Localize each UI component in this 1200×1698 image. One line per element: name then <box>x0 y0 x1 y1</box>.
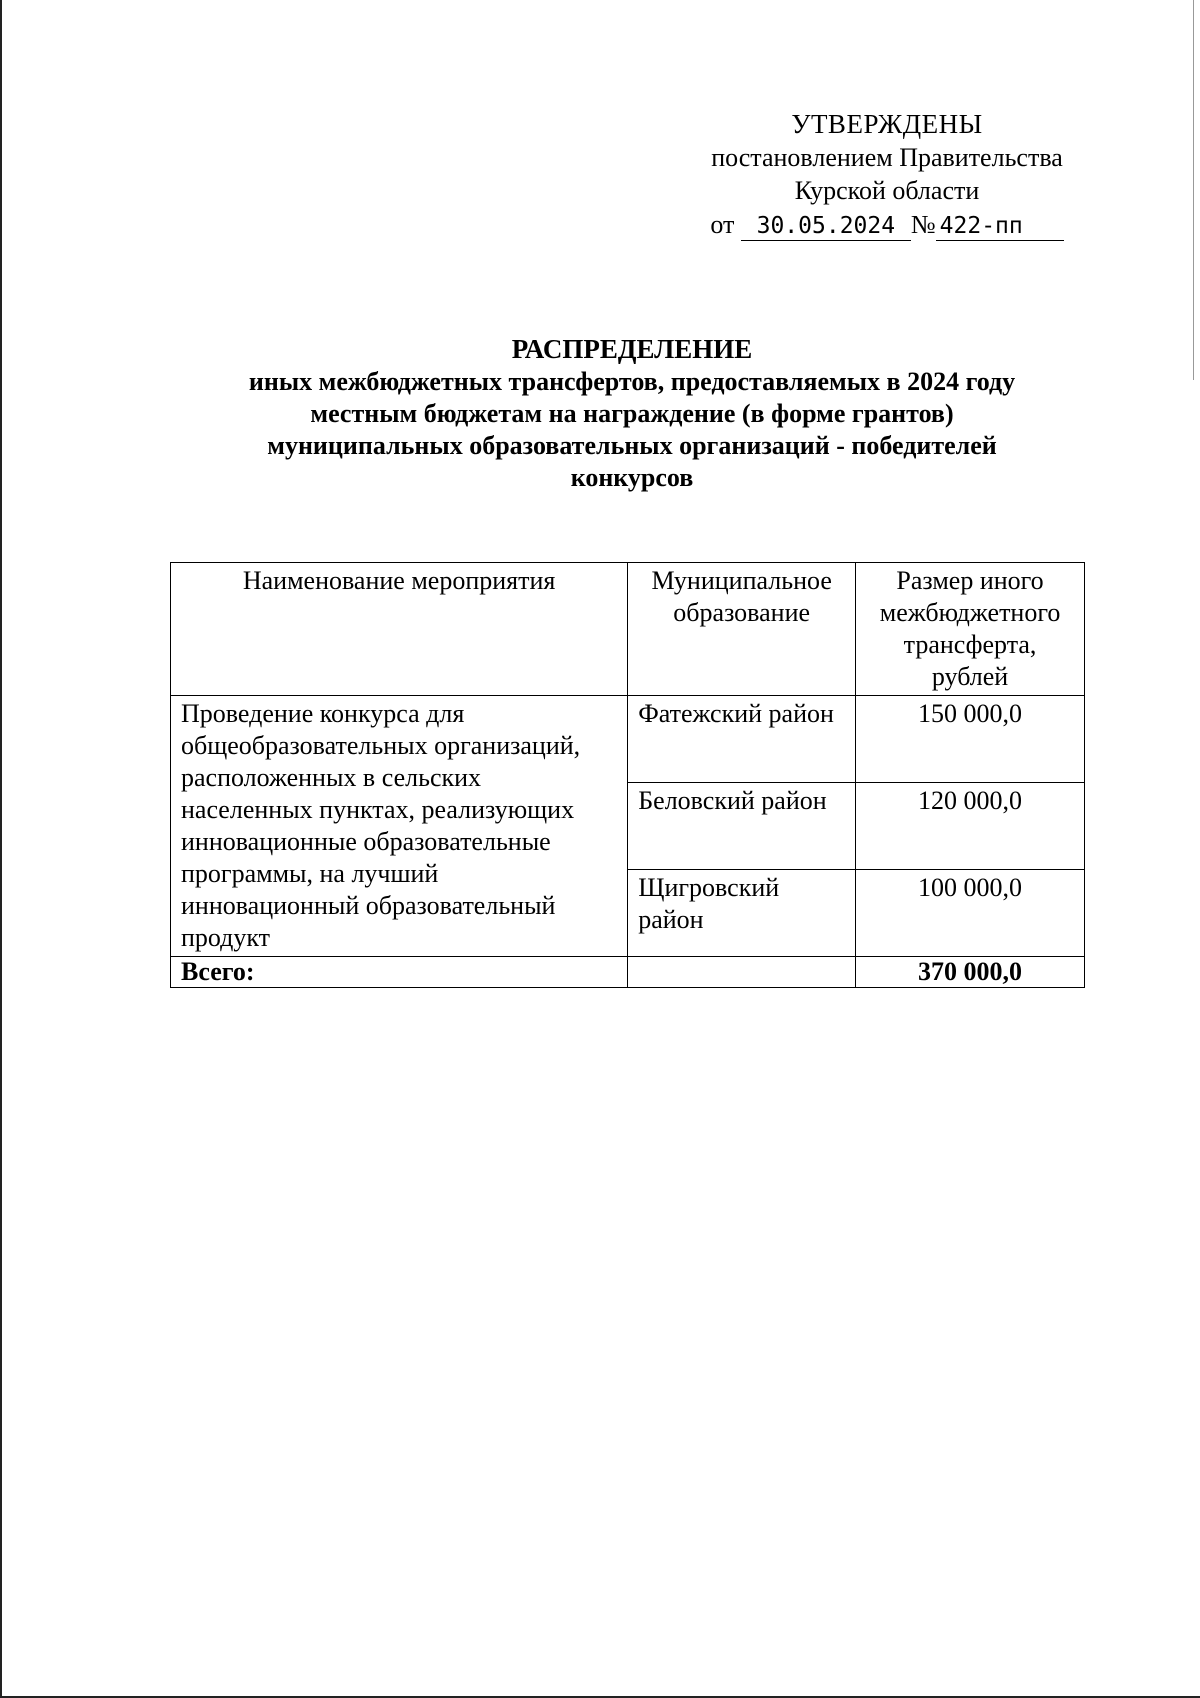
number-prefix: № <box>910 210 936 239</box>
title-main: РАСПРЕДЕЛЕНИЕ <box>511 334 753 364</box>
total-amount: 370 000,0 <box>856 957 1085 988</box>
municipality-cell: Беловский район <box>628 783 856 870</box>
total-municipality <box>628 957 856 988</box>
header-name: Наименование мероприятия <box>171 563 628 696</box>
date-value: 30.05.2024 <box>741 212 911 241</box>
municipality-cell: Фатежский район <box>628 696 856 783</box>
number-value: 422-пп <box>936 212 1064 241</box>
distribution-table <box>170 562 1085 988</box>
amount-cell: 150 000,0 <box>856 696 1085 783</box>
title-line-3: муниципальных образовательных организаций - победителей <box>267 431 997 460</box>
amount-cell: 120 000,0 <box>856 783 1085 870</box>
table-row <box>171 696 1085 783</box>
title-line-4: конкурсов <box>570 463 694 492</box>
approval-line-1: постановлением Правительства <box>711 143 1063 172</box>
table-header-row <box>171 563 1085 696</box>
document-title <box>132 333 1132 494</box>
header-amount: Размер иного межбюджетного трансферта, рублей <box>856 563 1085 696</box>
table-total-row <box>171 957 1085 988</box>
date-prefix: от <box>710 210 735 239</box>
municipality-cell: Щигровский район <box>628 870 856 957</box>
scan-edge-mark <box>1193 0 1194 380</box>
title-line-1: иных межбюджетных трансфертов, предоставляемых в 2024 году <box>248 367 1016 396</box>
event-name-cell: Проведение конкурса для общеобразовательных организаций, расположенных в сельских населенных пунктах, реализующих инновационные образовательные программы, на лучший инновационный образовательный продукт <box>171 696 628 957</box>
approval-date-line <box>682 208 1092 241</box>
total-label: Всего: <box>171 957 628 988</box>
amount-cell: 100 000,0 <box>856 870 1085 957</box>
header-municipality: Муниципальное образование <box>628 563 856 696</box>
title-line-2: местным бюджетам на награждение (в форме грантов) <box>310 399 954 428</box>
approval-heading: УТВЕРЖДЕНЫ <box>791 109 983 139</box>
approval-line-2: Курской области <box>794 176 980 205</box>
approval-block <box>682 108 1092 241</box>
